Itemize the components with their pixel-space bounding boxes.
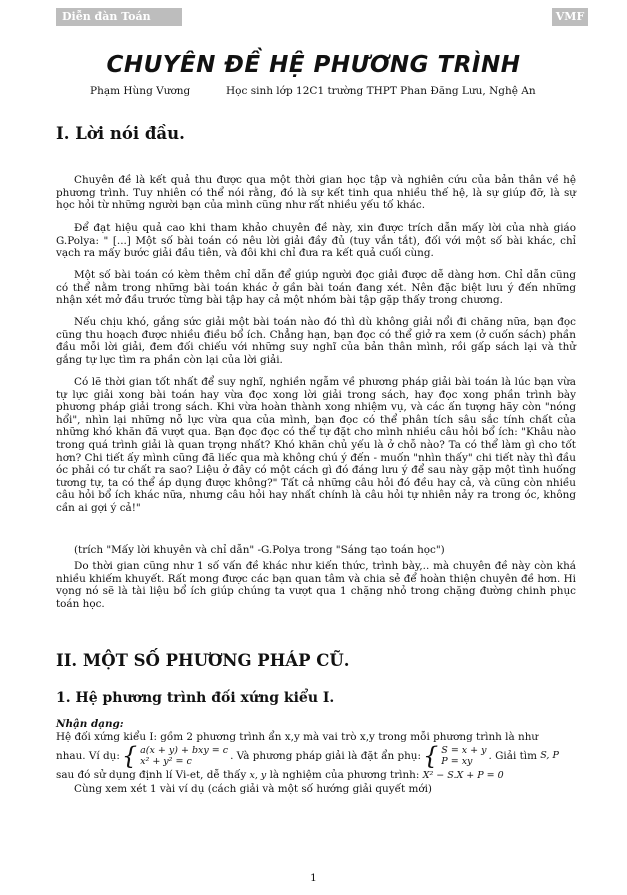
definition-line-2 bbox=[56, 742, 586, 771]
recognition-label: Nhận dạng: bbox=[56, 718, 124, 730]
section-heading-methods: II. MỘT SỐ PHƯƠNG PHÁP CŨ. bbox=[56, 651, 350, 670]
intro-paragraph-5: Có lẽ thời gian tốt nhất để suy nghĩ, nghiền ngẫm về phương pháp giải bài toán là lúc bạn vừa tự lực giải xong bài toán hay vừa đọc xong lời giải trong sách, hay đọc xong phần trình bày phương pháp giải trong sách. Khi vừa hoàn thành xong nhiệm vụ, và các ấn tượng hãy còn "nóng hổi", nhìn lại những nỗ lực vừa qua của mình, bạn đọc có thể phân tích sâu sắc tính chất của những khó khăn đã vượt qua. Bạn đọc đọc có thể tự đặt cho mình nhiều câu hỏi bổ ích: "Khâu nào trong quá trình giải là quan trọng nhất? Khó khăn chủ yếu là ở chỗ nào? Ta có thể làm gì cho tốt hơn? Chi tiết ấy mình cũng đã liếc qua mà không chú ý đến - muốn "nhìn thấy" chi tiết này thì đầu óc phải có tư chất ra sao? Liệu ở đây có một cách gì đó đáng lưu ý để sau này gặp một tình huống tương tự, ta có thể áp dụng được không?" Tất cả những câu hỏi đó đều hay cả, và cũng còn nhiều câu hỏi bổ ích khác nữa, nhưng câu hỏi hay nhất chính là câu hỏi tự nhiên nảy ra trong óc, không cần ai gợi ý cả!" bbox=[56, 376, 576, 514]
solve-variables: S, P bbox=[540, 749, 559, 761]
document-title: CHUYÊN ĐỀ HỆ PHƯƠNG TRÌNH bbox=[106, 52, 521, 78]
forum-header-label: Diễn đàn Toán học bbox=[56, 8, 182, 26]
substitution-intro-text: . Và phương pháp giải là đặt ẩn phụ: bbox=[230, 749, 422, 762]
examples-intro-line: Cùng xem xét 1 vài ví dụ (cách giải và một số hướng giải quyết mới) bbox=[74, 782, 432, 795]
symmetric-system-definition bbox=[56, 718, 586, 795]
section-heading-intro: I. Lời nói đầu. bbox=[56, 124, 185, 143]
polya-citation: (trích "Mấy lời khuyên và chỉ dẫn" -G.Polya trong "Sáng tạo toán học") bbox=[74, 544, 445, 556]
left-brace-icon: { bbox=[423, 742, 439, 771]
definition-line-1: Hệ đối xứng kiểu I: gồm 2 phương trình ẩn x,y mà vai trò x,y trong mỗi phương trình là như bbox=[56, 730, 539, 743]
example-equation-2: x² + y² = c bbox=[140, 756, 192, 768]
vieta-text: sau đó sử dụng định lí Vi-et, dễ thấy bbox=[56, 769, 247, 782]
intro-paragraph-3: Một số bài toán có kèm thêm chỉ dẫn để giúp người đọc giải được dễ dàng hơn. Chỉ dẫn cũng có thể nằm trong những bài toán khác ở gần bài toán đang xét. Nên đặc biệt lưu ý đến những nhận xét mở đầu trước từng bài tập hay cả một nhóm bài tập gặp thấy trong chương. bbox=[56, 269, 576, 307]
forum-abbrev-badge: VMF bbox=[552, 8, 588, 26]
intro-paragraph-6: Do thời gian cũng như 1 số vấn đề khác như kiến thức, trình bày,.. mà chuyên đề này còn khá nhiều khiếm khuyết. Rất mong được các bạn quan tâm và chia sẻ để hoàn thiện chuyên đề hơn. Hi vọng nó sẽ là tài liệu bổ ích giúp chúng ta vượt qua 1 chặng nhỏ trong chặng đường chinh phục toán học. bbox=[56, 560, 576, 610]
author-name: Phạm Hùng Vương bbox=[90, 85, 191, 97]
substitution-system bbox=[423, 742, 487, 771]
quadratic-equation: X² − S.X + P = 0 bbox=[422, 770, 504, 782]
vieta-variables: x, y bbox=[249, 770, 267, 782]
substitution-equation-2: P = xy bbox=[441, 756, 473, 768]
author-school: Học sinh lớp 12C1 trường THPT Phan Đăng Lưu, Nghệ An bbox=[226, 85, 536, 97]
substitution-equation-1: S = x + y bbox=[441, 745, 487, 757]
example-intro-text: nhau. Ví dụ: bbox=[56, 749, 120, 762]
example-equation-1: a(x + y) + bxy = c bbox=[140, 745, 229, 757]
intro-paragraph-2: Để đạt hiệu quả cao khi tham khảo chuyên đề này, xin được trích dẫn mấy lời của nhà giáo G.Polya: " [...] Một số bài toán có nêu lời giải đầy đủ (tuy vắn tắt), đối với một số bài khác, chỉ vạch ra mấy bước giải đầu tiên, và đôi khi chỉ đưa ra kết quả cuối cùng. bbox=[56, 222, 576, 260]
definition-line-3 bbox=[56, 769, 586, 783]
left-brace-icon: { bbox=[121, 742, 138, 771]
solve-for-text: . Giải tìm bbox=[488, 749, 537, 762]
intro-paragraph-4: Nếu chịu khó, gắng sức giải một bài toán nào đó thì dù không giải nổi đi chăng nữa, bạn đọc cũng thu hoạch được nhiều điều bổ ích. Chẳng hạn, bạn đọc có thể giở ra xem (ở cuốn sách) phần đầu mỗi lời giải, đem đối chiếu với những suy nghĩ của bản thân mình, rồi gấp sách lại và thử gắng tự lực tìm ra phần còn lại của lời giải. bbox=[56, 316, 576, 366]
root-of-text: là nghiệm của phương trình: bbox=[269, 769, 420, 782]
example-system bbox=[121, 742, 229, 771]
intro-paragraph-1: Chuyên đề là kết quả thu được qua một thời gian học tập và nghiên cứu của bản thân về hệ phương trình. Tuy nhiên có thể nói rằng, đó là sự kết tinh qua nhiều thế hệ, là sự giúp đỡ, là sự học hỏi từ những người bạn của mình cũng như rất nhiều yếu tố khác. bbox=[56, 174, 576, 212]
page-number: 1 bbox=[310, 872, 317, 884]
subsection-heading-symmetric: 1. Hệ phương trình đối xứng kiểu I. bbox=[56, 690, 335, 706]
